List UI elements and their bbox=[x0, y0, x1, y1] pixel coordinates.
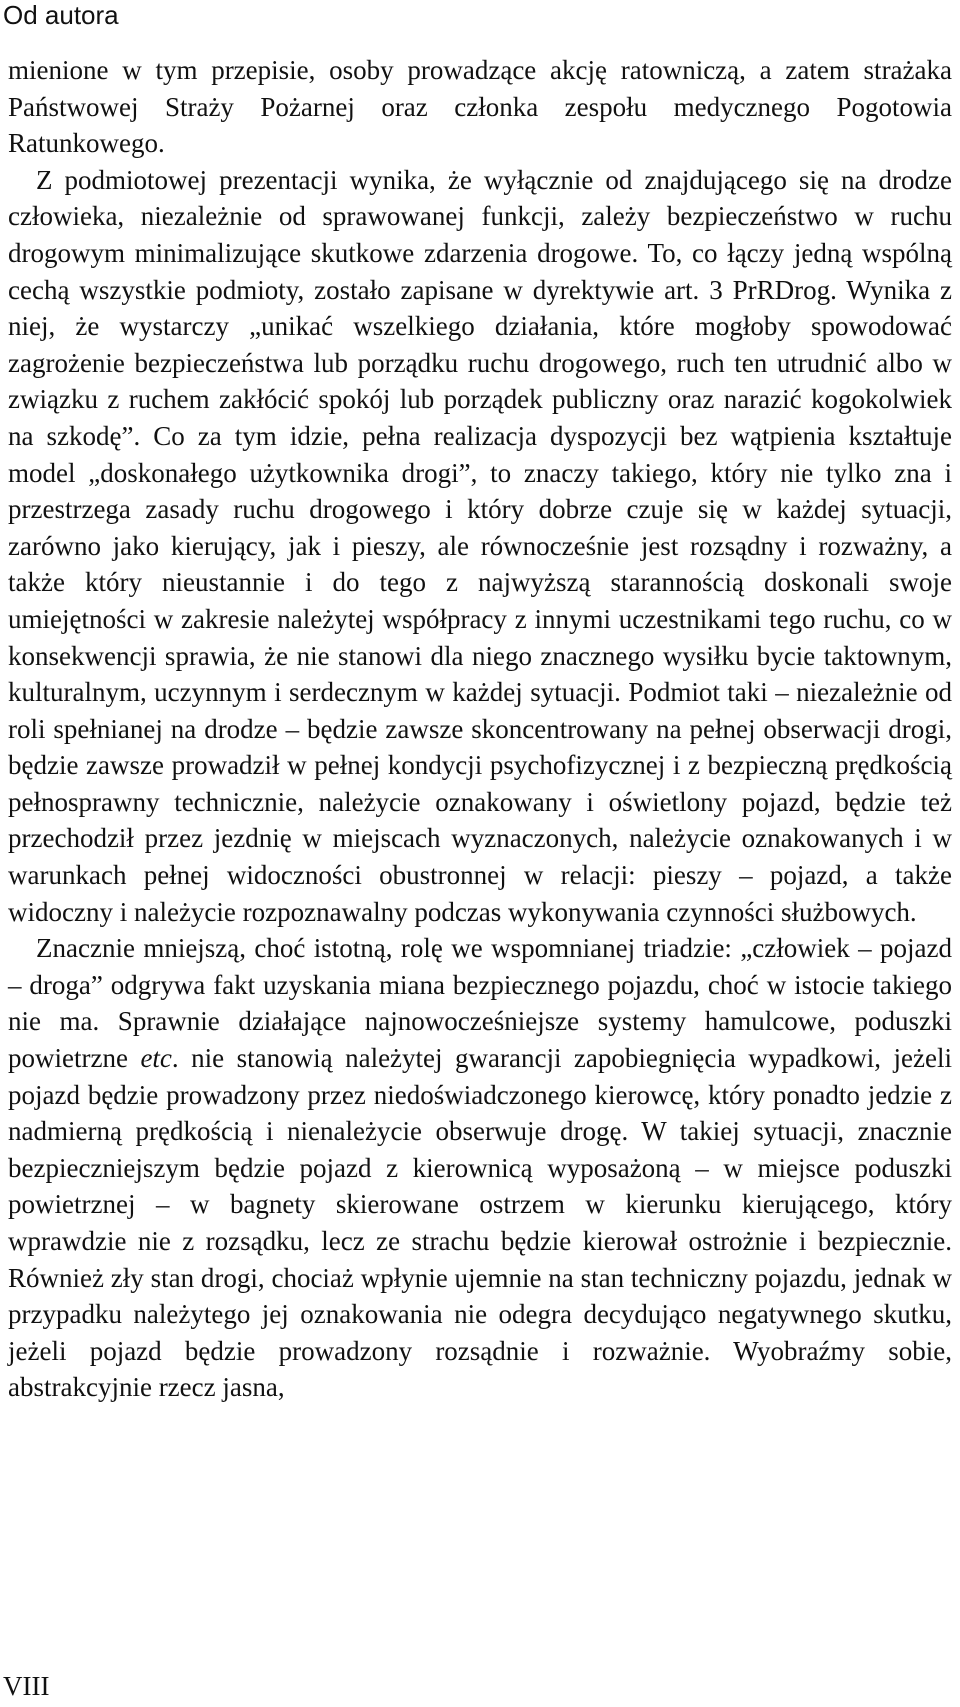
paragraph-1: mienione w tym przepisie, osoby prowadzące akcję ratowniczą, a zatem strażaka Państwowej Straży Pożarnej oraz członka zespołu medycznego Pogotowia Ratunkowego. bbox=[8, 55, 952, 159]
paragraph-3 bbox=[8, 930, 952, 1406]
body-text bbox=[8, 52, 952, 1406]
etc-italic: etc bbox=[140, 1043, 172, 1074]
paragraph-3-part-1: Znacznie mniejszą, choć istotną, rolę we wspomnianej triadzie: „człowiek – pojazd – droga” odgrywa fakt uzyskania miana bezpiecznego pojazdu, choć w istocie takiego nie ma. Sprawnie działające najnowocześniejsze systemy hamulcowe, poduszki powietrzne bbox=[8, 933, 952, 1074]
paragraph-3-part-2: . nie stanowią należytej gwarancji zapobiegnięcia wypadkowi, jeżeli pojazd będzie prowadzony przez niedoświadczonego kierowcę, który ponadto jedzie z nadmierną prędkością i nienależycie obserwuje drogę. W takiej sytuacji, znacznie bezpieczniejszym będzie pojazd z kierownicą wyposażoną – w miejsce poduszki powietrznej – w bagnety skierowane ostrzem w kierunku kierującego, który wprawdzie nie z rozsądku, lecz ze strachu będzie kierował ostrożnie i bezpiecznie. Również zły stan drogi, chociaż wpłynie ujemnie na stan techniczny pojazdu, jednak w przypadku należytego jej oznakowania nie odegra decydująco negatywnego skutku, jeżeli pojazd będzie prowadzony rozsądnie i rozważnie. Wyobraźmy sobie, abstrakcyjnie rzecz jasna, bbox=[8, 1043, 952, 1403]
running-header: Od autora bbox=[3, 0, 119, 30]
page-number: VIII bbox=[3, 1671, 50, 1701]
paragraph-2: Z podmiotowej prezentacji wynika, że wyłącznie od znajdującego się na drodze człowieka, niezależnie od sprawowanej funkcji, zależy bezpieczeństwo w ruchu drogowym minimalizujące skutkowe zdarzenia drogowe. To, co łączy jedną wspólną cechą wszystkie podmioty, zostało zapisane w dyrektywie art. 3 PrRDrog. Wynika z niej, że wystarczy „unikać wszelkiego działania, które mogłoby spowodować zagrożenie bezpieczeństwa lub porządku ruchu drogowego, ruch ten utrudnić albo w związku z ruchem zakłócić spokój lub porządek publiczny oraz narazić kogokolwiek na szkodę”. Co za tym idzie, pełna realizacja dyspozycji bez wątpienia kształtuje model „doskonałego użytkownika drogi”, to znaczy takiego, który nie tylko zna i przestrzega zasady ruchu drogowego i który dobrze czuje się w każdej sytuacji, zarówno jako kierujący, jak i pieszy, ale równocześnie jest rozsądny i rozważny, a także który nieustannie i do tego z najwyższą starannością doskonali swoje umiejętności w zakresie należytej współpracy z innymi uczestnikami tego ruchu, co w konsekwencji sprawia, że nie stanowi dla niego znacznego wysiłku bycie taktownym, kulturalnym, uczynnym i serdecznym w każdej sytuacji. Podmiot taki – niezależnie od roli spełnianej na drodze – będzie zawsze skoncentrowany na pełnej obserwacji drogi, będzie zawsze prowadził w pełnej kondycji psychofizycznej i z bezpieczną prędkością pełnosprawny technicznie, należycie oznakowany i oświetlony pojazd, będzie też przechodził przez jezdnię w miejscach wyznaczonych, należycie oznakowanych i w warunkach pełnej widoczności obustronnej w relacji: pieszy – pojazd, a także widoczny i należycie rozpoznawalny podczas wykonywania czynności służbowych. bbox=[8, 164, 952, 927]
